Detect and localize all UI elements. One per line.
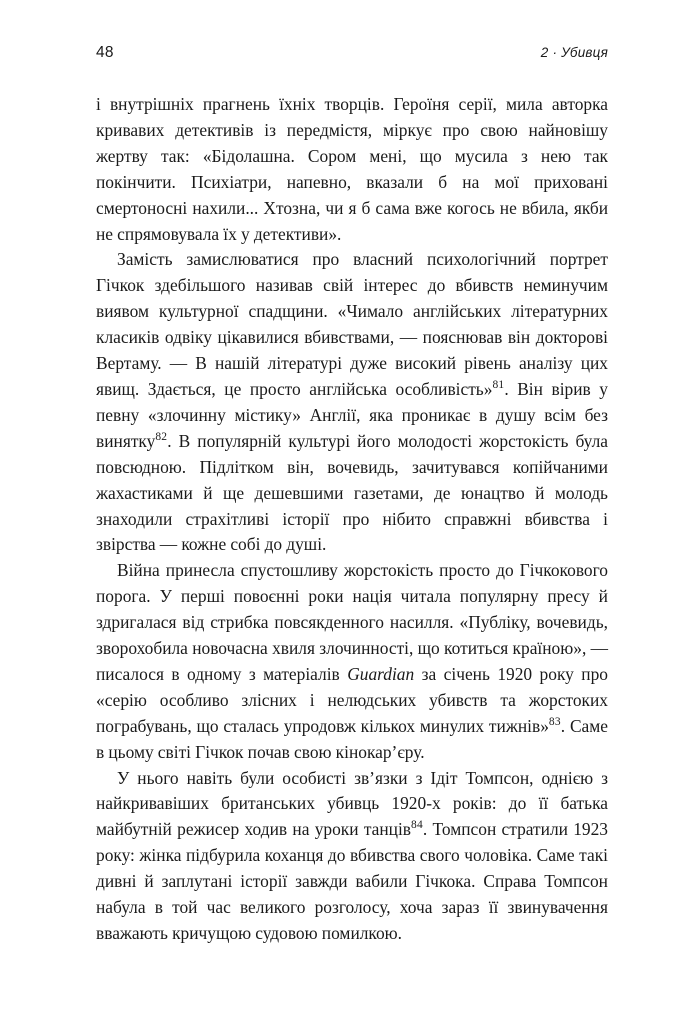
body-paragraph: і внутрішніх прагнень їхніх творців. Героїня серії, мила авторка кривавих детективів із передмістя, міркує про свою найновішу жертву так: «Бідолашна. Сором мені, що мусила з нею так покінчити. Психіатри, напевно, вказали б на мої приховані смертоносні нахили... Хтозна, чи я б сама вже когось не вбила, якби не спрямовувала їх у детективи».	[96, 94, 608, 244]
page-number: 48	[96, 44, 114, 61]
footnote-marker[interactable]: 82	[155, 430, 168, 443]
chapter-running-title: 2 · Убивця	[540, 45, 608, 60]
body-text-block	[96, 92, 608, 947]
body-paragraph: Замість замислюватися про власний психологічний портрет Гічкок здебільшого називав свій інтерес до вбивств неминучим виявом культурної спадщини. «Чимало англійських літературних класиків одвіку цікавилися вбивствами, — пояснював він докторові Вертаму. — В нашій літературі дуже високий рівень аналізу цих явищ. Здається, це просто англійська особливість»$^{81}$. Він вірив у певну «злочинну містику» Англії, яка проникає в душу всім без винятку$^{82}$. В популярній культурі його молодості жорстокість була повсюдною. Підлітком він, вочевидь, зачитувався копійчаними жахастиками й ще дешевшими газетами, де юнацтво й молодь знаходили страхітливі історії про нібито справжні вбивства і звірства — кожне собі до душі.	[96, 249, 608, 555]
footnote-marker[interactable]: 84	[411, 819, 423, 832]
footnote-marker[interactable]: 81	[492, 379, 505, 392]
body-paragraph: Війна принесла спустошливу жорстокість просто до Гічкокового порога. У перші повоєнні роки нація читала популярну пресу й здригалася від стрибка повсякденного насилля. «Публіку, вочевидь, зворохобила новочасна хвиля злочинності, що котиться країною», — писалося в одному з матеріалів Guardian за січень 1920 року про «серію особливо злісних і нелюдських убивств та жорстоких пограбувань, що сталась упродовж кількох минулих тижнів»$^{83}$. Саме в цьому світі Гічкок почав свою кінокар’єру.	[96, 560, 608, 762]
body-paragraph: У нього навіть були особисті зв’язки з Ідіт Томпсон, однією з найкривавіших британських убивць 1920-х років: до її батька майбутній режисер ходив на уроки танців$^{84}$. Томпсон стратили 1923 року: жінка підбурила коханця до вбивства свого чоловіка. Саме такі дивні й заплутані історії завжди вабили Гічкока. Справа Томпсон набула в той час великого розголосу, хоча зараз її звинувачення вважають кричущою судовою помилкою.	[96, 767, 609, 943]
running-head	[96, 44, 608, 66]
italic-title: Guardian	[347, 663, 415, 684]
footnote-marker[interactable]: 83	[548, 715, 561, 728]
